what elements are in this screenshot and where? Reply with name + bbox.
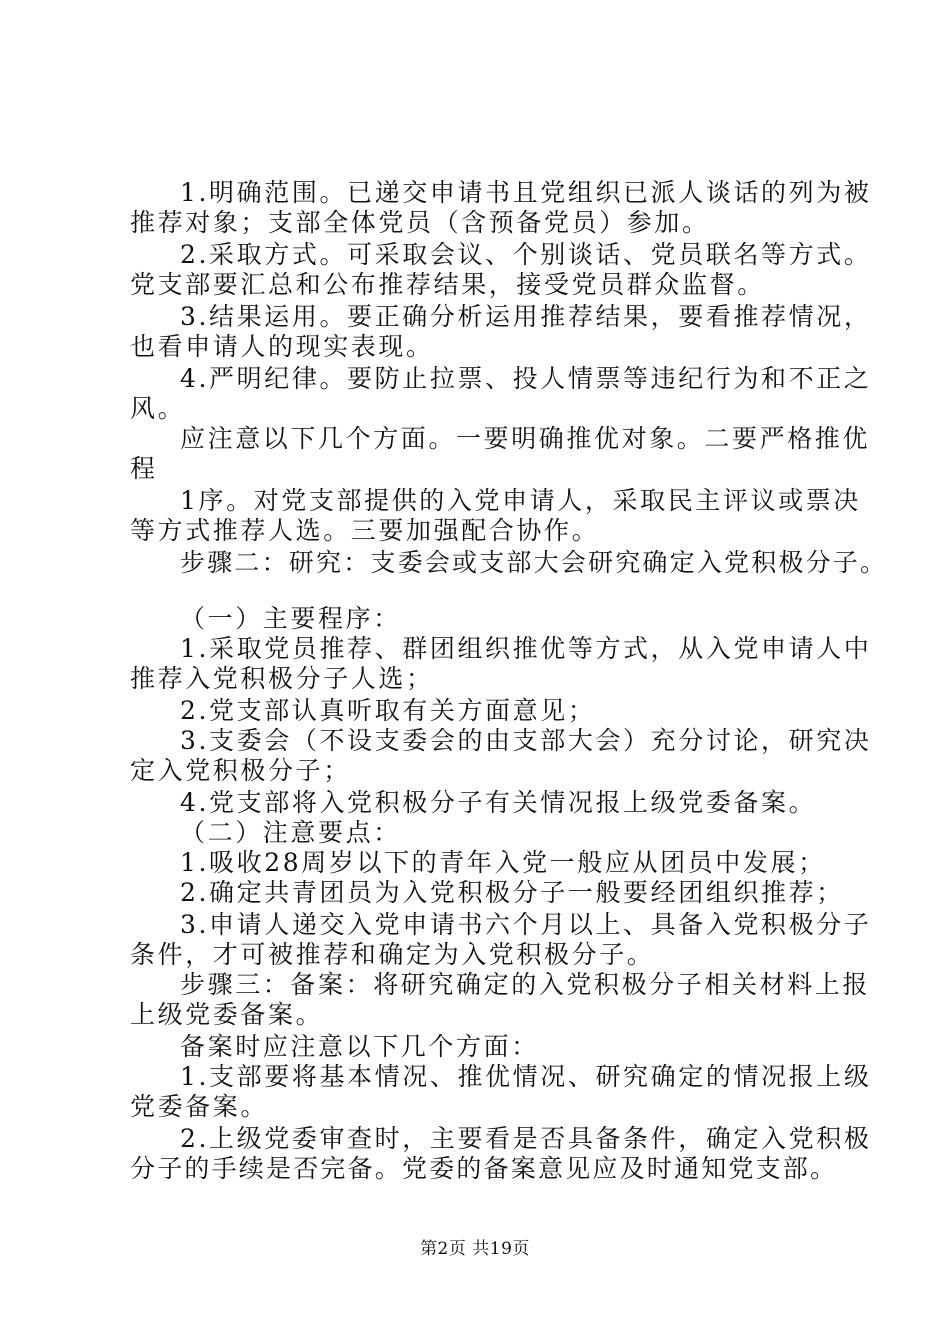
text-line: 步骤三：备案：将研究确定的入党积极分子相关材料上报: [180, 970, 871, 999]
text-line: 2.采取方式。可采取会议、个别谈话、党员联名等方式。: [180, 240, 872, 269]
text-line: 应注意以下几个方面。一要明确推优对象。二要严格推优: [180, 424, 871, 453]
text-line: 3.结果运用。要正确分析运用推荐结果，要看推荐情况，: [180, 302, 872, 331]
text-line: 定入党积极分子；: [130, 756, 351, 785]
text-line: 2.党支部认真听取有关方面意见；: [180, 696, 596, 725]
text-line: 4.党支部将入党积极分子有关情况报上级党委备案。: [180, 788, 817, 817]
section-heading: （二）注意要点：: [180, 818, 401, 847]
text-line: 4.严明纪律。要防止拉票、投人情票等违纪行为和不正之: [180, 364, 872, 393]
text-line: 1.明确范围。已递交申请书且党组织已派人谈话的列为被: [180, 178, 872, 207]
text-line: 党支部要汇总和公布推荐结果，接受党员群众监督。: [130, 270, 765, 299]
text-line: 备案时应注意以下几个方面：: [180, 1032, 539, 1061]
text-line: 上级党委备案。: [130, 1000, 324, 1029]
text-line: 1.支部要将基本情况、推优情况、研究确定的情况报上级: [180, 1062, 872, 1091]
text-line: 3.申请人递交入党申请书六个月以上、具备入党积极分子: [180, 910, 872, 939]
text-line: 1.吸收28周岁以下的青年入党一般应从团员中发展；: [180, 848, 826, 877]
text-line: 程: [130, 454, 158, 483]
section-heading: （一）主要程序：: [180, 604, 401, 633]
text-line: 推荐入党积极分子人选；: [130, 664, 434, 693]
text-line: 3.支委会（不设支委会的由支部大会）充分讨论，研究决: [180, 726, 872, 755]
text-line: 1序。对党支部提供的入党申请人，采取民主评议或票决: [180, 486, 861, 515]
text-line: 2.确定共青团员为入党积极分子一般要经团组织推荐；: [180, 878, 844, 907]
text-line: 也看申请人的现实表现。: [130, 332, 434, 361]
page-number: 第2页 共19页: [420, 1239, 530, 1259]
text-line: 分子的手续是否完备。党委的备案意见应及时通知党支部。: [130, 1154, 838, 1183]
text-line: 2.上级党委审查时，主要看是否具备条件，确定入党积极: [180, 1124, 872, 1153]
text-line: 风。: [130, 394, 186, 423]
text-line: 步骤二：研究：支委会或支部大会研究确定入党积极分子。: [180, 548, 888, 577]
text-line: 党委备案。: [130, 1092, 269, 1121]
text-line: 1.采取党员推荐、群团组织推优等方式，从入党申请人中: [180, 634, 872, 663]
text-line: 推荐对象；支部全体党员（含预备党员）参加。: [130, 208, 710, 237]
text-line: 条件，才可被推荐和确定为入党积极分子。: [130, 940, 655, 969]
text-line: 等方式推荐人选。三要加强配合协作。: [130, 516, 600, 545]
